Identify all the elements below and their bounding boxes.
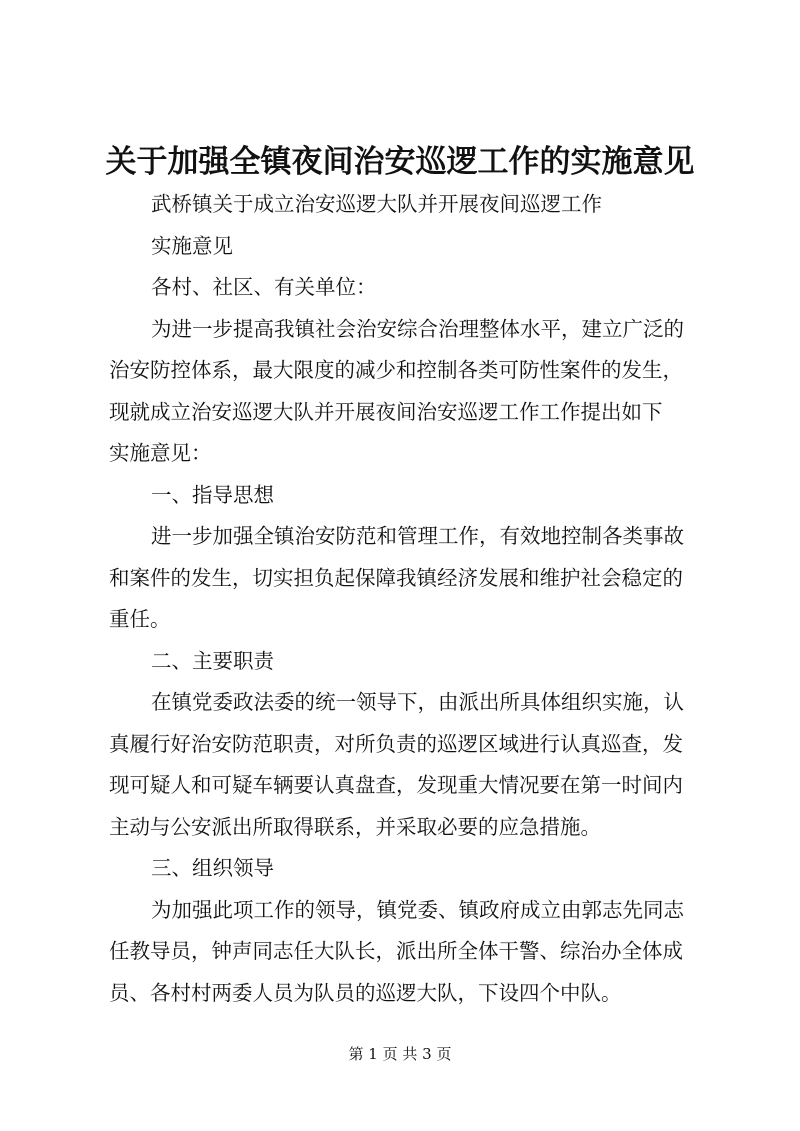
intro-line: 治安防控体系，最大限度的减少和控制各类可防性案件的发生，	[109, 358, 683, 382]
section-1-paragraph	[109, 516, 703, 558]
section-1-line: 进一步加强全镇治安防范和管理工作，有效地控制各类事故	[151, 524, 684, 548]
section-3-heading: 三、组织领导	[151, 856, 274, 880]
intro-line: 现就成立治安巡逻大队并开展夜间治安巡逻工作工作提出如下	[109, 399, 663, 424]
section-2-line: 真履行好治安防范职责，对所负责的巡逻区域进行认真巡查，发	[109, 731, 683, 756]
section-2-heading: 二、主要职责	[151, 648, 274, 673]
subtitle-line-1: 武桥镇关于成立治安巡逻大队并开展夜间巡逻工作	[151, 192, 602, 216]
section-3-line: 员、各村村两委人员为队员的巡逻大队，下设四个中队。	[109, 980, 622, 1005]
section-2-line: 在镇党委政法委的统一领导下，由派出所具体组织实施，认	[151, 690, 684, 714]
intro-line: 为进一步提高我镇社会治安综合治理整体水平，建立广泛的	[151, 316, 684, 341]
section-3-line: 为加强此项工作的领导，镇党委、镇政府成立由郭志先同志	[151, 897, 684, 922]
document-body	[109, 184, 703, 1014]
intro-paragraph	[109, 309, 703, 351]
section-2-line: 主动与公安派出所取得联系，并采取必要的应急措施。	[109, 814, 601, 839]
section-1-line: 和案件的发生，切实担负起保障我镇经济发展和维护社会稳定的	[109, 565, 683, 590]
subtitle-line-2: 实施意见	[151, 233, 233, 258]
section-3-line: 任教导员，钟声同志任大队长，派出所全体干警、综治办全体成	[109, 939, 683, 963]
section-1-heading: 一、指导思想	[151, 482, 274, 507]
document-title: 关于加强全镇夜间治安巡逻工作的实施意见	[105, 144, 695, 180]
salutation: 各村、社区、有关单位：	[151, 275, 377, 299]
intro-line: 实施意见：	[109, 441, 212, 465]
page-number-footer: 第 1 页 共 3 页	[348, 1045, 452, 1063]
section-1-line: 重任。	[109, 607, 171, 631]
section-2-line: 现可疑人和可疑车辆要认真盘查，发现重大情况要在第一时间内	[109, 773, 683, 797]
section-3-paragraph	[109, 890, 703, 932]
section-2-paragraph	[109, 682, 703, 724]
